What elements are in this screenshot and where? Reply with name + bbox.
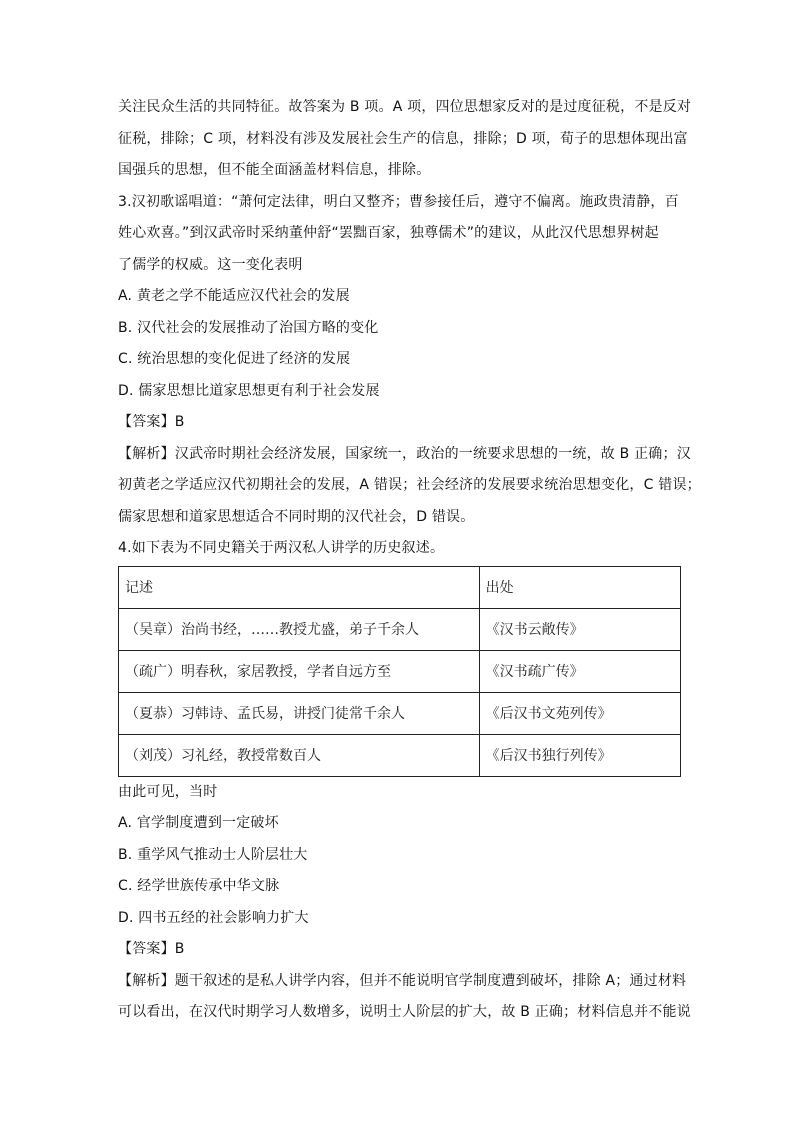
option-d: D. 儒家思想比道家思想更有利于社会发展	[118, 382, 380, 399]
table-header-cell: 记述	[119, 566, 480, 608]
option-a: A. 黄老之学不能适应汉代社会的发展	[118, 288, 350, 304]
question-stem-line: 了儒学的权威。这一变化表明	[118, 256, 303, 273]
answer-label: 【答案】B	[118, 414, 185, 430]
analysis-line: 【解析】题干叙述的是私人讲学内容，但并不能说明官学制度遭到破坏，排除 A；通过材料	[118, 972, 687, 989]
option-d: D. 四书五经的社会影响力扩大	[118, 909, 309, 926]
analysis-line: 初黄老之学适应汉代初期社会的发展，A 错误；社会经济的发展要求统治思想变化，C 错误；	[118, 477, 701, 493]
answer-label: 【答案】B	[118, 941, 185, 957]
option-b: B. 汉代社会的发展推动了治国方略的变化	[118, 319, 379, 336]
table-cell: （疏广）明春秋，家居教授，学者自远方至	[119, 650, 480, 692]
question-stem-line: 姓心欢喜。”到汉武帝时采纳董仲舒“罢黜百家，独尊儒术”的建议，从此汉代思想界树起	[118, 225, 659, 241]
page-content	[118, 92, 701, 1029]
question-stem-line: 3.汉初歌谣唱道：“萧何定法律，明白又整齐；曹参接任后，遵守不偏离。施政贵清静，百	[118, 193, 679, 210]
table-header-cell: 出处	[479, 566, 680, 608]
question-lead: 由此可见，当时	[118, 783, 218, 800]
table-row	[119, 608, 681, 650]
table-row	[119, 650, 681, 692]
table-cell: 《汉书云敞传》	[479, 608, 680, 650]
table-cell: （刘茂）习礼经，教授常数百人	[119, 734, 480, 776]
question-3	[118, 187, 701, 534]
table-cell: 《汉书疏广传》	[479, 650, 680, 692]
table-cell: （吴章）治尚书经，……教授尤盛，弟子千余人	[119, 608, 480, 650]
option-b: B. 重学风气推动士人阶层壮大	[118, 846, 308, 863]
analysis-line: 儒家思想和道家思想适合不同时期的汉代社会，D 错误。	[118, 508, 475, 525]
intro-line: 征税，排除；C 项，材料没有涉及发展社会生产的信息，排除；D 项，荀子的思想体现出富	[118, 130, 688, 147]
history-table	[118, 566, 681, 777]
table-cell: （夏恭）习韩诗、孟氏易，讲授门徒常千余人	[119, 692, 480, 734]
table-row	[119, 734, 681, 776]
option-c: C. 经学世族传承中华文脉	[118, 878, 280, 894]
table-row	[119, 692, 681, 734]
question-4	[118, 533, 691, 1029]
option-c: C. 统治思想的变化促进了经济的发展	[118, 351, 351, 367]
analysis-line: 可以看出，在汉代时期学习人数增多，说明士人阶层的扩大，故 B 正确；材料信息并不能说	[118, 1004, 691, 1020]
question-stem: 4.如下表为不同史籍关于两汉私人讲学的历史叙述。	[118, 540, 445, 556]
intro-line: 关注民众生活的共同特征。故答案为 B 项。A 项，四位思想家反对的是过度征税，不是反对	[118, 99, 692, 115]
option-a: A. 官学制度遭到一定破坏	[118, 815, 279, 831]
intro-line: 国强兵的思想，但不能全面涵盖材料信息，排除。	[118, 162, 431, 178]
table-header-row	[119, 566, 681, 608]
analysis-line: 【解析】汉武帝时期社会经济发展，国家统一，政治的一统要求思想的一统，故 B 正确；汉	[118, 445, 691, 462]
table-cell: 《后汉书文苑列传》	[479, 692, 680, 734]
table-cell: 《后汉书独行列传》	[479, 734, 680, 776]
